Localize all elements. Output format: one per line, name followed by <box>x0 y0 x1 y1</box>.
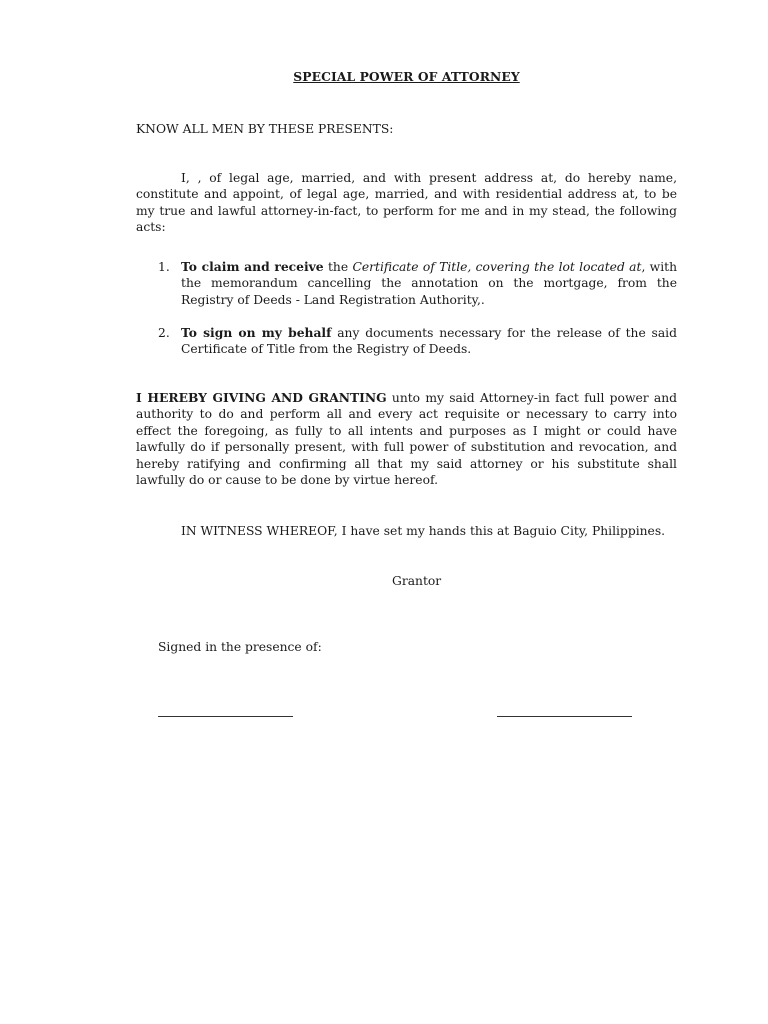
item-bold-lead: To claim and receive <box>181 259 324 274</box>
salutation: KNOW ALL MEN BY THESE PRESENTS: <box>136 122 394 136</box>
list-number: 1. <box>158 260 170 274</box>
grant-paragraph <box>136 390 677 488</box>
intro-paragraph: I, , of legal age, married, and with present address at, do hereby name, constitute and appoint, of legal age, married, and with residential address at, to be my true and lawful attorney-in-fact, to perform for me and in my stead, the following acts: <box>136 171 677 235</box>
document-title: SPECIAL POWER OF ATTORNEY <box>293 69 520 84</box>
item-italic: Certificate of Title, covering the lot located at <box>352 260 642 274</box>
grant-bold-lead: I HEREBY GIVING AND GRANTING <box>136 390 387 405</box>
signed-presence-label: Signed in the presence of: <box>158 640 322 654</box>
grant-text: unto my said Attorney-in fact full power and authority to do and perform all and every act requisite or necessary to carry into effect the foregoing, as fully to all intents and purposes as I might or could have lawfully do if personally present, with full power of substitution and revocation, and hereby ratifying and confirming all that my said attorney or his substitute shall lawfully do or cause to be done by virtue hereof. <box>136 391 677 488</box>
witness-signature-line-left <box>158 716 293 717</box>
grantor-label: Grantor <box>392 574 442 588</box>
item-text-continued: , with the memorandum cancelling the annotation on the mortgage, from the Registry of Deeds - Land Registration Authority,. <box>181 260 677 307</box>
witness-clause: IN WITNESS WHEREOF, I have set my hands this at Baguio City, Philippines. <box>181 524 666 538</box>
acts-list-item-2 <box>158 325 677 358</box>
item-text: any documents necessary for the release of the said Certificate of Title from the Registry of Deeds. <box>181 326 677 357</box>
acts-list-item-1 <box>158 259 677 308</box>
list-item <box>158 259 677 308</box>
list-item <box>158 325 677 358</box>
item-bold-lead: To sign on my behalf <box>181 325 332 340</box>
witness-signature-line-right <box>497 716 632 717</box>
list-number: 2. <box>158 326 170 340</box>
item-text: the <box>323 260 353 274</box>
